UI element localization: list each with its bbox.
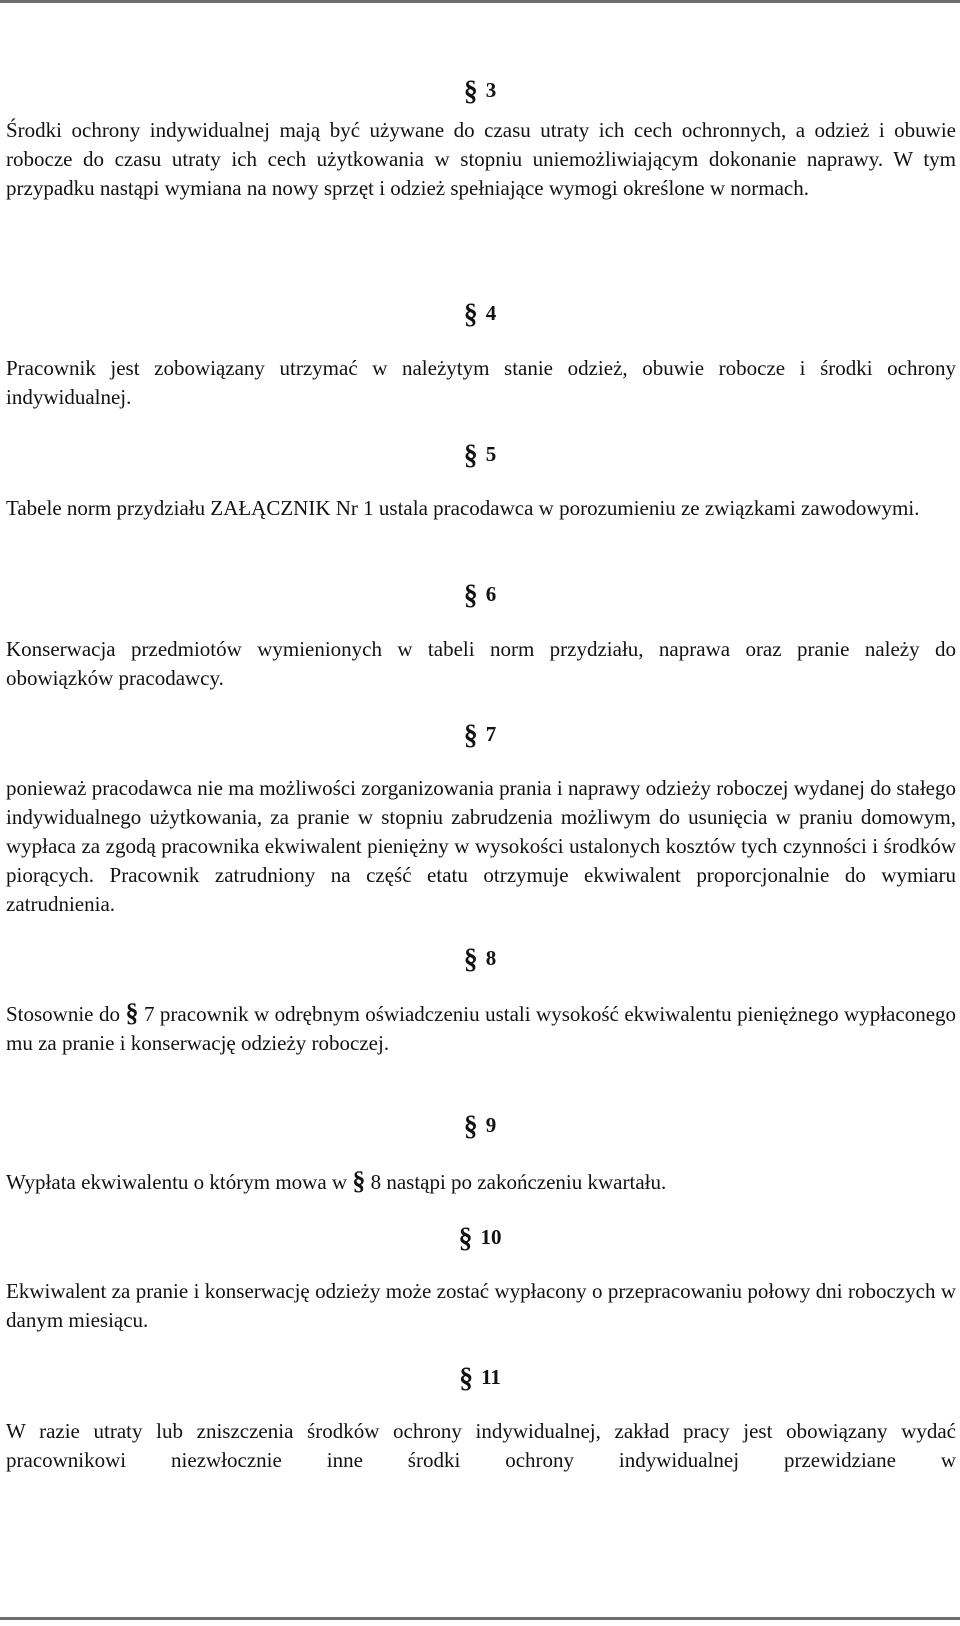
section-8-reference: 7 <box>143 1002 155 1026</box>
section-heading-7 <box>0 720 960 751</box>
section-heading-9 <box>0 1111 960 1142</box>
section-3-paragraph: Środki ochrony indywidualnej mają być używane do czasu utraty ich cech ochronnych, a odzież i obuwie robocze do czasu utraty ich cech użytkowania w stopniu uniemożliwiającym dokonanie naprawy. W tym przypadku nastąpi wymiana na nowy sprzęt i odzież spełniające wymogi określone w normach. <box>6 118 956 200</box>
section-9-text-before: Wypłata ekwiwalentu o którym mowa w <box>6 1170 353 1194</box>
section-heading-3 <box>0 76 960 107</box>
section-4-paragraph: Pracownik jest zobowiązany utrzymać w należytym stanie odzież, obuwie robocze i środki ochrony indywidualnej. <box>6 356 956 409</box>
bottom-rule <box>0 1617 960 1620</box>
section-number: 5 <box>485 442 497 466</box>
section-number: 9 <box>485 1113 497 1137</box>
section-sign: § <box>458 1223 473 1254</box>
section-number: 7 <box>485 722 497 746</box>
section-sign: § <box>459 1363 474 1394</box>
top-rule <box>0 0 960 3</box>
section-heading-4 <box>0 299 960 330</box>
section-heading-10 <box>0 1223 960 1254</box>
section-sign: § <box>463 299 478 330</box>
section-number: 11 <box>481 1365 501 1389</box>
section-number: 4 <box>485 301 497 325</box>
section-number: 8 <box>485 946 497 970</box>
section-11-paragraph: W razie utraty lub zniszczenia środków ochrony indywidualnej, zakład pracy jest obowiązany wydać pracownikowi niezwłocznie inne środki ochrony indywidualnej przewidziane w <box>6 1419 956 1472</box>
section-sign: § <box>463 720 478 751</box>
section-8-paragraph <box>6 998 956 1058</box>
section-number: 3 <box>485 78 497 102</box>
section-number: 6 <box>485 582 497 606</box>
section-sign: § <box>463 76 478 107</box>
section-sign: § <box>125 998 139 1027</box>
section-8-text-before: Stosownie do <box>6 1002 126 1026</box>
section-sign: § <box>463 440 478 471</box>
section-sign: § <box>463 580 478 611</box>
section-heading-11 <box>0 1363 960 1394</box>
section-9-text-after: nastąpi po zakończeniu kwartału. <box>381 1170 667 1194</box>
section-8-text-after: pracownik w odrębnym oświadczeniu ustali wysokość ekwiwalentu pieniężnego wypłaconego mu za pranie i konserwację odzieży roboczej. <box>6 1002 957 1055</box>
section-number: 10 <box>480 1225 502 1249</box>
section-6-paragraph: Konserwacja przedmiotów wymienionych w tabeli norm przydziału, naprawa oraz pranie należy do obowiązków pracodawcy. <box>6 637 956 690</box>
section-heading-6 <box>0 580 960 611</box>
section-9-paragraph <box>6 1166 956 1197</box>
section-5-paragraph: Tabele norm przydziału ZAŁĄCZNIK Nr 1 ustala pracodawca w porozumieniu ze związkami zawodowymi. <box>6 496 920 520</box>
section-10-paragraph: Ekwiwalent za pranie i konserwację odzieży może zostać wypłacony o przepracowaniu połowy dni roboczych w danym miesiącu. <box>6 1279 956 1332</box>
section-heading-8 <box>0 944 960 975</box>
section-heading-5 <box>0 440 960 471</box>
section-sign: § <box>463 944 478 975</box>
section-sign: § <box>352 1166 366 1195</box>
section-7-paragraph: ponieważ pracodawca nie ma możliwości zorganizowania prania i naprawy odzieży roboczej wydanej do stałego indywidualnego użytkowania, za pranie w stopniu zabrudzenia możliwym do usunięcia w praniu domowym, wypłaca za zgodą pracownika ekwiwalent pieniężny w wysokości ustalonych kosztów tych czynności i środków piorących. Pracownik zatrudniony na część etatu otrzymuje ekwiwalent proporcjonalnie do wymiaru zatrudnienia. <box>6 776 956 916</box>
section-9-reference: 8 <box>370 1170 382 1194</box>
section-sign: § <box>463 1111 478 1142</box>
